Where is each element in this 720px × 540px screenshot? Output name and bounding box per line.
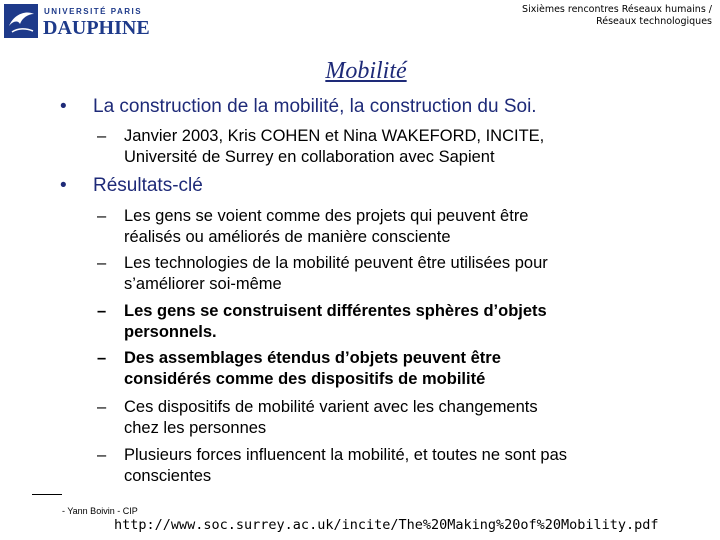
sub-bullet-line: Les technologies de la mobilité peuvent être utilisées pour <box>124 254 548 272</box>
logo-line1: UNIVERSITÉ PARIS <box>44 7 143 16</box>
sub-bullet-item <box>97 348 684 390</box>
sub-bullet-line: Ces dispositifs de mobilité varient avec les changements <box>124 398 538 416</box>
dash-symbol: – <box>97 207 107 225</box>
conference-line-1: Sixièmes rencontres Réseaux humains / <box>522 4 712 15</box>
sub-bullet-line: chez les personnes <box>124 419 267 437</box>
bullet-symbol: • <box>60 96 67 117</box>
sub-bullet-line: réalisés ou améliorés de manière consciente <box>124 228 451 246</box>
source-url-link[interactable]: http://www.soc.surrey.ac.uk/incite/The%20Making%20of%20Mobility.pdf <box>114 517 659 533</box>
sub-bullet-line: s’améliorer soi-même <box>124 275 282 293</box>
sub-bullet-item <box>97 253 684 295</box>
conference-title <box>392 4 712 28</box>
sub-bullet-line: personnels. <box>124 323 217 341</box>
footer-divider <box>32 494 62 495</box>
dash-symbol: – <box>97 254 107 272</box>
sub-bullet-item <box>97 206 684 248</box>
bullet-text: Résultats-clé <box>93 175 203 196</box>
dash-symbol: – <box>97 302 107 320</box>
sub-bullet-line: Plusieurs forces influencent la mobilité, et toutes ne sont pas <box>124 446 567 464</box>
sub-bullet-line: Les gens se construisent différentes sphères d’objets <box>124 302 547 320</box>
sub-bullet-line: conscientes <box>124 467 212 485</box>
sub-bullet-item <box>97 301 684 343</box>
sub-bullet-item <box>97 445 684 487</box>
footer-author: - Yann Boivin - CIP <box>62 506 138 516</box>
dash-symbol: – <box>97 446 107 464</box>
university-logo <box>4 4 158 38</box>
dash-symbol: – <box>97 127 107 145</box>
bullet-symbol: • <box>60 175 67 196</box>
sub-bullet-line: Université de Surrey en collaboration avec Sapient <box>124 148 495 166</box>
sub-bullet-line: Des assemblages étendus d’objets peuvent être <box>124 349 501 367</box>
conference-line-2: Réseaux technologiques <box>596 16 712 27</box>
dash-symbol: – <box>97 349 107 367</box>
sub-bullet-line: Janvier 2003, Kris COHEN et Nina WAKEFORD, INCITE, <box>124 127 545 145</box>
slide-title: Mobilité <box>325 58 407 84</box>
sub-bullet-item <box>97 397 684 439</box>
dash-symbol: – <box>97 398 107 416</box>
logo-line2: DAUPHINE <box>43 17 150 38</box>
sub-bullet-item <box>97 126 684 168</box>
sub-bullet-line: Les gens se voient comme des projets qui peuvent être <box>124 207 529 225</box>
sub-bullet-line: considérés comme des dispositifs de mobilité <box>124 370 486 388</box>
bullet-text: La construction de la mobilité, la construction du Soi. <box>93 96 537 117</box>
